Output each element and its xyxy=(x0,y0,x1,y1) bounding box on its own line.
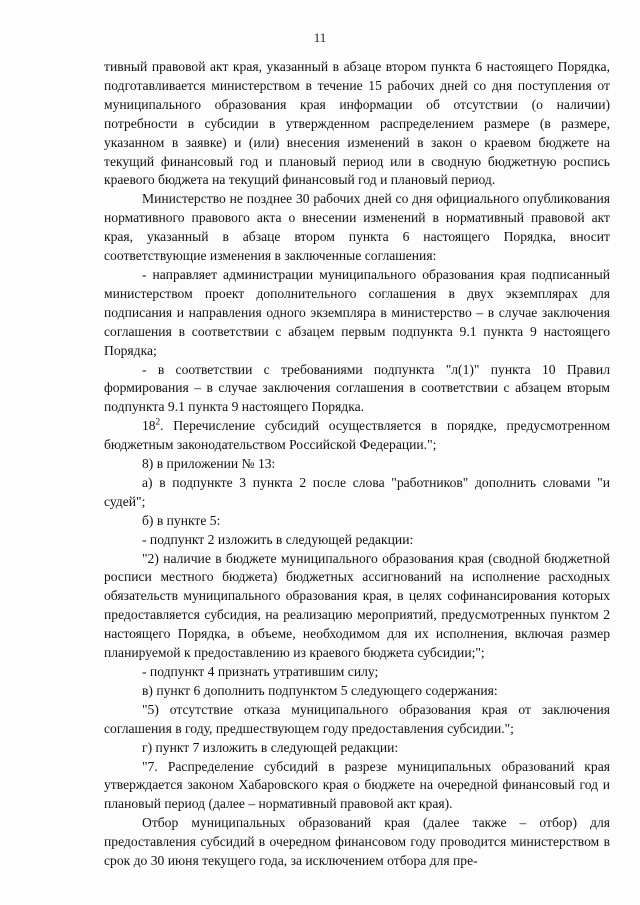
paragraph-3: - направляет администрации муниципального образования края подписанный министерством проект дополнительного соглашения в двух экземплярах для подписания и направления одного экземпляра в министерство – в случае заключения соглашения в соответствии с абзацем первым подпункта 9.1 пункта 9 настоящего Порядка; xyxy=(104,266,610,358)
paragraph-7: а) в подпункте 3 пункта 2 после слова "работников" дополнить словами "и судей"; xyxy=(104,474,610,509)
page-number: 11 xyxy=(313,30,327,45)
paragraph-12: в) пункт 6 дополнить подпунктом 5 следующего содержания: xyxy=(142,682,498,698)
paragraph-4: - в соответствии с требованиями подпункта "л(1)" пункта 10 Правил формирования – в случае заключения соглашения в соответствии с абзацем вторым подпункта 9.1 пункта 9 настоящего Порядка. xyxy=(104,361,610,415)
paragraph-8: б) в пункте 5: xyxy=(142,512,221,528)
paragraph-16: Отбор муниципальных образований края (далее также – отбор) для предоставления субсидий в очередном финансовом году проводится министерством в срок до 30 июня текущего года, за исключением отбора для пре- xyxy=(104,815,610,869)
paragraph-18-2 xyxy=(104,417,610,455)
paragraph-2: Министерство не позднее 30 рабочих дней со дня официального опубликования нормативного правового акта о внесении изменений в нормативный правовой акт края, указанный в абзаце втором пункта 6 настоящего Порядка, вносит соответствующие изменения в заключенные соглашения: xyxy=(104,191,610,264)
paragraph-6: 8) в приложении № 13: xyxy=(142,456,276,472)
paragraph-1: тивный правовой акт края, указанный в абзаце втором пункта 6 настоящего Порядка, подготавливается министерством в течение 15 рабочих дней со дня поступления от муниципального образования края информации об отсутствии (о наличии) потребности в субсидии в утвержденном распределением размере (в размере, указанном в заявке) и (или) внесения изменений в закон о краевом бюджете на текущий финансовый год и плановый период или в сводную бюджетную роспись краевого бюджета на текущий финансовый год и плановый период. xyxy=(104,59,610,188)
clause-superscript: 2 xyxy=(155,416,161,427)
paragraph-11: - подпункт 4 признать утратившим силу; xyxy=(142,664,379,679)
paragraph-9: - подпункт 2 изложить в следующей редакции: xyxy=(142,531,414,547)
paragraph-13: "5) отсутствие отказа муниципального образования края от заключения соглашения в году, предшествующем году предоставления субсидии."; xyxy=(104,701,610,736)
clause-text: . Перечисление субсидий осуществляется в порядке, предусмотренном бюджетным законодательством Российской Федерации."; xyxy=(104,418,610,453)
paragraph-10: "2) наличие в бюджете муниципального образования края (сводной бюджетной росписи местного бюджета) бюджетных ассигнований на исполнение расходных обязательств муниципального образования края, в целях софинансирования которых предоставляется субсидия, на реализацию мероприятий, предусмотренных пунктом 2 настоящего Порядка, в объеме, необходимом для их исполнения, включая размер планируемой к предоставлению из краевого бюджета субсидии;"; xyxy=(104,550,610,661)
paragraph-14: г) пункт 7 изложить в следующей редакции: xyxy=(142,739,399,755)
paragraph-15: "7. Распределение субсидий в разрезе муниципальных образований края утверждается законом Хабаровского края о бюджете на очередной финансовый год и плановый период (далее – нормативный правовой акт края). xyxy=(104,758,610,812)
clause-number: 18 xyxy=(142,418,156,434)
document-body xyxy=(104,58,610,871)
